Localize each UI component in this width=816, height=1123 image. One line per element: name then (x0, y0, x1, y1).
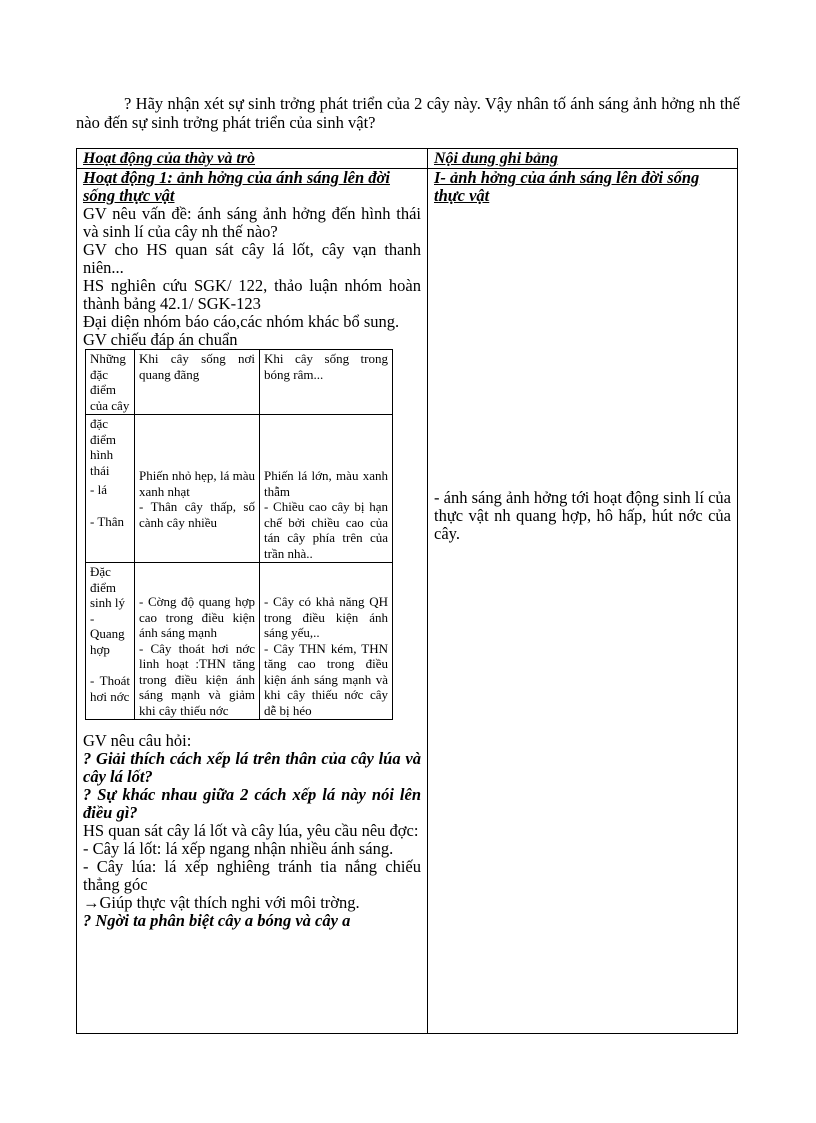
comparison-row-morphology (86, 415, 393, 563)
section-title: I- ảnh hởng của ánh sáng lên đời sống thực vật (434, 168, 700, 205)
cell-line: - Thân (90, 513, 125, 529)
cell-line: Đặc điểm sinh lý (90, 564, 126, 610)
cell-line: - lá (90, 482, 107, 497)
header-left: Hoạt động của thày và trò (77, 149, 428, 169)
bullet: - Cây lá lốt: lá xếp ngang nhận nhiều ánh sáng. (83, 839, 394, 858)
cell-line: - Cây có khả năng QH trong điều kiện ánh sáng yếu,.. (264, 594, 388, 640)
cell-line: Phiến lá lớn, màu xanh thẫm (264, 468, 388, 499)
open-cell (135, 415, 260, 563)
question: ? Giải thích cách xếp lá trên thân của cây lúa và cây lá lốt? (83, 749, 421, 786)
lesson-table (76, 148, 738, 1034)
cell-line: - Cờng độ quang hợp cao trong điều kiện ánh sáng mạnh (139, 594, 255, 640)
arrow-icon: → (83, 893, 100, 912)
conclusion-text: Giúp thực vật thích nghi với môi trờng. (99, 893, 360, 912)
comparison-table (85, 349, 393, 720)
comparison-header-row (86, 350, 393, 415)
col-header-open: Khi cây sống nơi quang đãng (135, 350, 260, 415)
col-header-features: Những đặc điểm của cây (86, 350, 135, 415)
cell-line: - Quang hợp (90, 610, 125, 657)
paragraph: GV nêu vấn đề: ánh sáng ảnh hởng đến hình thái và sinh lí của cây nh thế nào? (83, 204, 421, 241)
cell-line: - Cây thoát hơi nớc linh hoạt :THN tăng trong điều kiện ánh sáng mạnh và giảm khi cây thiếu nớc (139, 640, 255, 718)
paragraph: Đại diện nhóm báo cáo,các nhóm khác bổ sung. (83, 312, 400, 331)
col-header-shade: Khi cây sống trong bóng râm... (260, 350, 393, 415)
shade-cell (260, 415, 393, 563)
bullet: - Cây lúa: lá xếp nghiêng tránh tia nắng chiếu thẳng góc (83, 857, 421, 894)
question: ? Sự khác nhau giữa 2 cách xếp lá này nói lên điều gì? (83, 785, 421, 822)
board-notes-cell (428, 169, 738, 1034)
conclusion (83, 894, 421, 912)
observation: HS quan sát cây lá lốt và cây lúa, yêu cầu nêu đợc: (83, 821, 419, 840)
question: ? Ngời ta phân biệt cây a bóng và cây a (83, 911, 351, 930)
open-cell (135, 563, 260, 720)
cell-line: - Cây THN kém, THN tăng cao trong điều kiện ánh sáng mạnh và khi cây thiếu nớc cây dễ bị héo (264, 640, 388, 718)
header-row (77, 149, 738, 169)
comparison-row-physiology (86, 563, 393, 720)
row-label (86, 563, 135, 720)
board-content: - ánh sáng ảnh hởng tới hoạt động sinh lí của thực vật nh quang hợp, hô hấp, hút nớc của cây. (434, 488, 731, 543)
cell-line: đặc điểm hình thái (90, 416, 116, 478)
intro-paragraph (76, 94, 740, 132)
teacher-student-cell (77, 169, 428, 1034)
content-row (77, 169, 738, 1034)
cell-line: - Thoát hơi nớc (90, 673, 130, 704)
cell-line: - Chiều cao cây bị hạn chế bởi chiều cao của tán cây phía trên của trần nhà.. (264, 499, 388, 561)
paragraph: HS nghiên cứu SGK/ 122, thảo luận nhóm hoàn thành bảng 42.1/ SGK-123 (83, 276, 421, 313)
intro-text: ? Hãy nhận xét sự sinh trởng phát triển của 2 cây này. Vậy nhân tố ánh sáng ảnh hởng nh thế nào đến sự sinh trởng phát triển của sinh vật? (76, 94, 740, 132)
shade-cell (260, 563, 393, 720)
paragraph: GV chiếu đáp án chuẩn (83, 330, 238, 349)
cell-line: Phiến nhỏ hẹp, lá màu xanh nhạt (139, 468, 255, 499)
question-intro: GV nêu câu hỏi: (83, 731, 192, 750)
row-label (86, 415, 135, 563)
cell-line: - Thân cây thấp, số cành cây nhiều (139, 499, 255, 530)
paragraph: GV cho HS quan sát cây lá lốt, cây vạn thanh niên... (83, 240, 421, 277)
header-right: Nội dung ghi bảng (428, 149, 738, 169)
activity-title: Hoạt động 1: ảnh hởng của ánh sáng lên đời sống thực vật (83, 168, 390, 205)
